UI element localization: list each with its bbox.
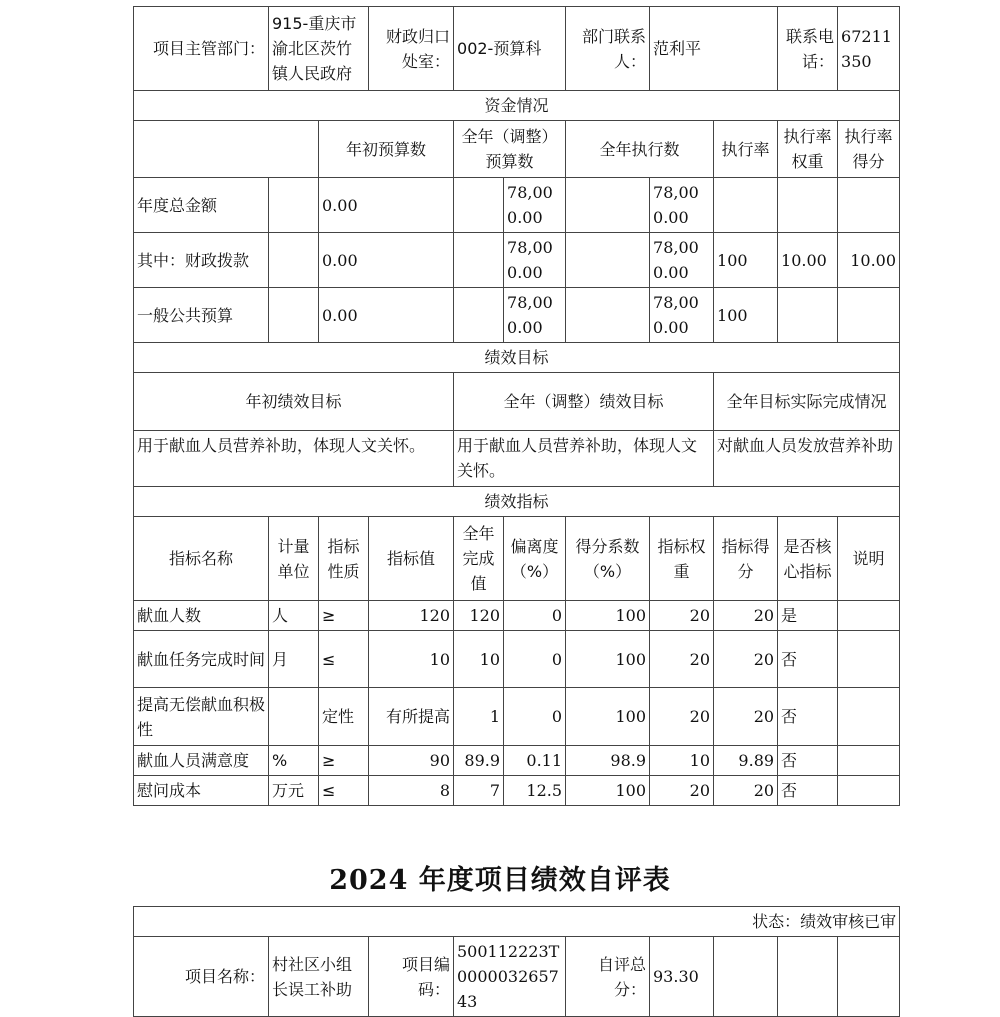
ind-header-target: 指标值	[369, 517, 454, 601]
funds-header-weight: 执行率权重	[778, 121, 838, 178]
ind-actual: 7	[454, 776, 504, 806]
ind-header-deviation: 偏离度（%）	[504, 517, 566, 601]
indicator-row	[134, 601, 900, 631]
funds-header-rate: 执行率	[714, 121, 778, 178]
goals-header-actual: 全年目标实际完成情况	[714, 373, 900, 431]
funds-header-initial: 年初预算数	[319, 121, 454, 178]
ind-unit: 万元	[269, 776, 319, 806]
funds-row-rate: 100	[714, 233, 778, 288]
ind-unit: 月	[269, 631, 319, 688]
contact-value: 范利平	[650, 7, 778, 91]
ind-actual: 120	[454, 601, 504, 631]
ind-nature: ≤	[319, 631, 369, 688]
ind-deviation: 0	[504, 601, 566, 631]
ind-weight: 20	[650, 601, 714, 631]
funds-row-weight	[778, 178, 838, 233]
ind-target: 10	[369, 631, 454, 688]
funds-section-title: 资金情况	[134, 91, 900, 121]
funds-row-weight	[778, 288, 838, 343]
goals-actual: 对献血人员发放营养补助	[714, 431, 900, 487]
ind-name: 提高无偿献血积极性	[134, 688, 269, 746]
finance-label: 财政归口处室：	[369, 7, 454, 91]
ind-target: 90	[369, 746, 454, 776]
funds-row-initial: 0.00	[319, 288, 454, 343]
indicator-row	[134, 631, 900, 688]
code-value: 500112223T000003265743	[454, 937, 566, 1017]
project-row	[134, 937, 900, 1017]
ind-name: 慰问成本	[134, 776, 269, 806]
ind-name: 献血任务完成时间	[134, 631, 269, 688]
ind-target: 有所提高	[369, 688, 454, 746]
goals-adjusted: 用于献血人员营养补助，体现人文关怀。	[454, 431, 714, 487]
goals-initial: 用于献血人员营养补助，体现人文关怀。	[134, 431, 454, 487]
ind-score: 9.89	[714, 746, 778, 776]
ind-note	[838, 688, 900, 746]
ind-nature: 定性	[319, 688, 369, 746]
ind-actual: 10	[454, 631, 504, 688]
funds-row-adjusted: 78,000.00	[504, 233, 566, 288]
funds-row	[134, 288, 900, 343]
ind-deviation: 12.5	[504, 776, 566, 806]
funds-blank-header	[134, 121, 319, 178]
funds-row-initial: 0.00	[319, 178, 454, 233]
dept-label: 项目主管部门：	[134, 7, 269, 91]
ind-coef: 100	[566, 688, 650, 746]
ind-nature: ≥	[319, 746, 369, 776]
funds-row-name: 其中：财政拨款	[134, 233, 269, 288]
ind-nature: ≤	[319, 776, 369, 806]
funds-row-rate: 100	[714, 288, 778, 343]
project-value: 村社区小组长误工补助	[269, 937, 369, 1017]
ind-header-coef: 得分系数（%）	[566, 517, 650, 601]
funds-row	[134, 233, 900, 288]
ind-note	[838, 776, 900, 806]
funds-row-adjusted: 78,000.00	[504, 288, 566, 343]
ind-header-name: 指标名称	[134, 517, 269, 601]
funds-header-row	[134, 121, 900, 178]
ind-core: 是	[778, 601, 838, 631]
phone-label: 联系电话：	[778, 7, 838, 91]
ind-core: 否	[778, 631, 838, 688]
ind-actual: 1	[454, 688, 504, 746]
funds-header-adjusted: 全年（调整）预算数	[454, 121, 566, 178]
funds-row-executed: 78,000.00	[650, 288, 714, 343]
indicator-row	[134, 688, 900, 746]
funds-row-weight: 10.00	[778, 233, 838, 288]
funds-row	[134, 178, 900, 233]
ind-weight: 20	[650, 631, 714, 688]
second-table-title: 2024 年度项目绩效自评表	[329, 865, 671, 896]
funds-row-initial: 0.00	[319, 233, 454, 288]
ind-header-score: 指标得分	[714, 517, 778, 601]
header-row	[134, 7, 900, 91]
project-label: 项目名称：	[134, 937, 269, 1017]
indicators-section-title: 绩效指标	[134, 487, 900, 517]
ind-deviation: 0	[504, 631, 566, 688]
ind-coef: 100	[566, 601, 650, 631]
ind-header-weight: 指标权重	[650, 517, 714, 601]
ind-header-core: 是否核心指标	[778, 517, 838, 601]
ind-score: 20	[714, 776, 778, 806]
ind-header-nature: 指标性质	[319, 517, 369, 601]
ind-unit: 人	[269, 601, 319, 631]
ind-target: 8	[369, 776, 454, 806]
dept-value: 915-重庆市渝北区茨竹镇人民政府	[269, 7, 369, 91]
ind-header-note: 说明	[838, 517, 900, 601]
ind-note	[838, 631, 900, 688]
second-table	[133, 906, 900, 1017]
ind-name: 献血人员满意度	[134, 746, 269, 776]
performance-table	[133, 6, 900, 806]
funds-row-executed: 78,000.00	[650, 233, 714, 288]
goals-header-row	[134, 373, 900, 431]
goals-row	[134, 431, 900, 487]
funds-header-score: 执行率得分	[838, 121, 900, 178]
code-label: 项目编码：	[369, 937, 454, 1017]
ind-note	[838, 601, 900, 631]
ind-deviation: 0	[504, 688, 566, 746]
funds-row-adjusted: 78,000.00	[504, 178, 566, 233]
ind-core: 否	[778, 746, 838, 776]
ind-weight: 20	[650, 776, 714, 806]
ind-unit	[269, 688, 319, 746]
score-label: 自评总分：	[566, 937, 650, 1017]
funds-row-rate	[714, 178, 778, 233]
ind-header-actual: 全年完成值	[454, 517, 504, 601]
ind-coef: 100	[566, 776, 650, 806]
funds-header-executed: 全年执行数	[566, 121, 714, 178]
score-value: 93.30	[650, 937, 714, 1017]
goals-header-adjusted: 全年（调整）绩效目标	[454, 373, 714, 431]
funds-row-executed: 78,000.00	[650, 178, 714, 233]
ind-note	[838, 746, 900, 776]
ind-unit: %	[269, 746, 319, 776]
ind-core: 否	[778, 776, 838, 806]
ind-coef: 100	[566, 631, 650, 688]
ind-score: 20	[714, 688, 778, 746]
ind-core: 否	[778, 688, 838, 746]
ind-name: 献血人数	[134, 601, 269, 631]
funds-row-name: 一般公共预算	[134, 288, 269, 343]
indicator-row	[134, 746, 900, 776]
ind-weight: 20	[650, 688, 714, 746]
goals-section-title: 绩效目标	[134, 343, 900, 373]
ind-actual: 89.9	[454, 746, 504, 776]
indicator-row	[134, 776, 900, 806]
funds-row-score	[838, 288, 900, 343]
status-text: 状态：绩效审核已审	[134, 907, 900, 937]
ind-nature: ≥	[319, 601, 369, 631]
ind-coef: 98.9	[566, 746, 650, 776]
ind-header-unit: 计量单位	[269, 517, 319, 601]
funds-row-name: 年度总金额	[134, 178, 269, 233]
finance-value: 002-预算科	[454, 7, 566, 91]
ind-score: 20	[714, 631, 778, 688]
funds-row-score: 10.00	[838, 233, 900, 288]
indicators-header-row	[134, 517, 900, 601]
goals-header-initial: 年初绩效目标	[134, 373, 454, 431]
funds-row-score	[838, 178, 900, 233]
ind-score: 20	[714, 601, 778, 631]
contact-label: 部门联系人：	[566, 7, 650, 91]
ind-deviation: 0.11	[504, 746, 566, 776]
ind-target: 120	[369, 601, 454, 631]
ind-weight: 10	[650, 746, 714, 776]
phone-value: 67211350	[838, 7, 900, 91]
